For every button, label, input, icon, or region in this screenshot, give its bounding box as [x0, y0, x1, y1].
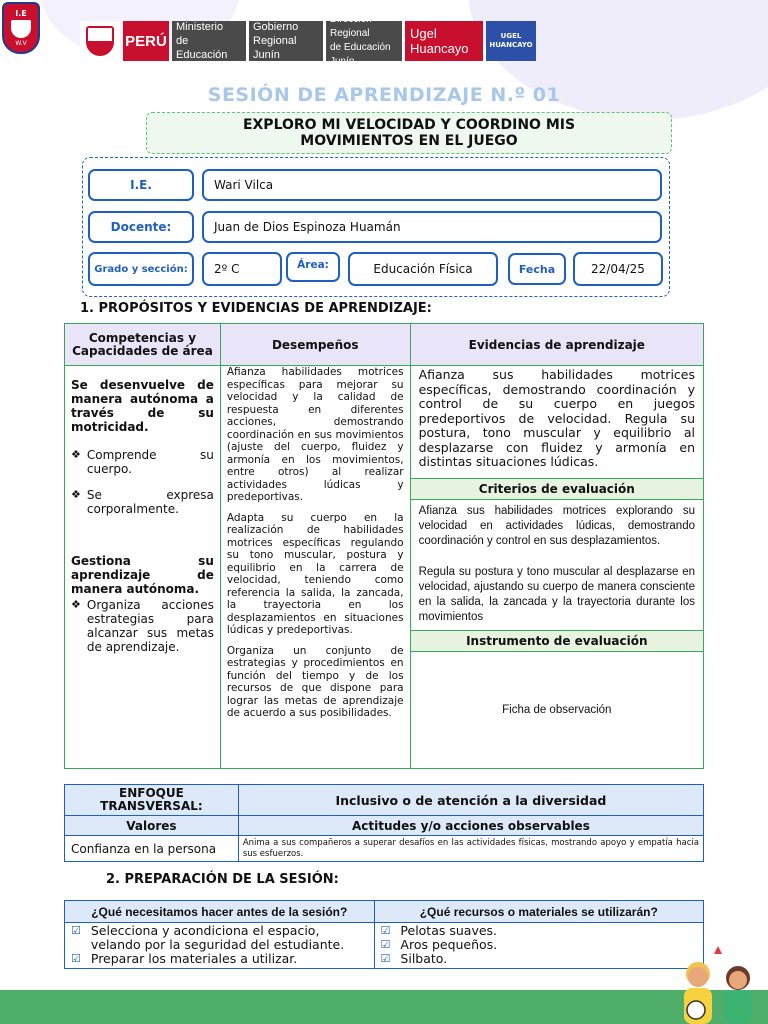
- actitudes-label: Actitudes y/o acciones observables: [238, 816, 703, 836]
- enfoque-table: [64, 784, 704, 862]
- col-competencias: Competencias y Capacidades de área: [65, 324, 221, 366]
- crest-icon: [86, 26, 114, 56]
- checkbox-icon: ☑: [71, 952, 81, 965]
- area-label: Área:: [286, 252, 340, 282]
- institutional-header: [80, 14, 536, 67]
- instrumento-heading: Instrumento de evaluación: [411, 630, 703, 652]
- diamond-bullet-icon: ❖: [71, 598, 81, 611]
- ministerio-line1: Ministerio: [176, 21, 224, 33]
- area-value: Educación Física: [348, 252, 498, 286]
- direccion-line1: Dirección Regional: [330, 14, 372, 39]
- child-body: [724, 990, 752, 1024]
- evidencias-cell: [410, 366, 703, 769]
- docente-value: Juan de Dios Espinoza Huamán: [202, 211, 662, 243]
- school-badge-logo: [2, 2, 40, 54]
- shield-icon: [11, 20, 31, 38]
- children-illustration: [666, 944, 766, 1024]
- enfoque-label: ENFOQUE TRANSVERSAL:: [65, 785, 239, 816]
- competencia-2: Gestiona su aprendizaje de manera autónoma.: [71, 554, 214, 596]
- valores-label: Valores: [65, 816, 239, 836]
- national-crest-logo: [80, 21, 120, 61]
- list-item: [71, 952, 368, 966]
- diamond-bullet-icon: ❖: [71, 448, 81, 461]
- capacidad-2: Se expresa corporalmente.: [86, 488, 214, 516]
- grado-label: Grado y sección:: [88, 252, 194, 286]
- ugel-line2: Huancayo: [410, 41, 469, 56]
- ugel-line1: Ugel: [410, 26, 437, 41]
- capacidad-item: [71, 448, 214, 476]
- session-topic: EXPLORO MI VELOCIDAD Y COORDINO MIS MOVIMIENTOS EN EL JUEGO: [146, 112, 672, 154]
- ugel-logo-line1: UGEL: [500, 32, 522, 40]
- recurso-item-1: Pelotas suaves.: [400, 923, 498, 938]
- ie-value: Wari Vilca: [202, 169, 662, 201]
- capacidad-3: Organiza acciones estrategias para alcanzar sus metas de aprendizaje.: [86, 598, 214, 654]
- capacidad-item: [71, 598, 214, 654]
- fecha-value: 22/04/25: [573, 252, 663, 286]
- diamond-bullet-icon: ❖: [71, 488, 81, 501]
- recurso-item-3: Silbato.: [400, 951, 448, 966]
- preparacion-table: [64, 900, 704, 969]
- desempeno-3: Organiza un conjunto de estrategias y procedimientos en función del tiempo y de los recursos de que dispone para lograr las metas de aprendizaje de acuerdo a sus posibilidades.: [226, 644, 404, 719]
- session-title: SESIÓN DE APRENDIZAJE N.º 01: [207, 84, 561, 106]
- gobierno-line1: Gobierno: [253, 21, 299, 33]
- footer-band: [0, 990, 768, 1024]
- col-recursos: ¿Qué recursos o materiales se utilizarán?: [374, 901, 703, 923]
- actitud-value: Anima a sus compañeros a superar desafíos en las actividades físicas, mostrando apoyo y empatía hacia sus esfuerzos.: [238, 836, 703, 862]
- child-face: [729, 971, 747, 989]
- capacidad-item: [71, 488, 214, 516]
- peru-logo: PERÚ: [123, 21, 169, 61]
- enfoque-value: Inclusivo o de atención a la diversidad: [238, 785, 703, 816]
- criterios-heading: Criterios de evaluación: [411, 478, 703, 500]
- ministerio-line2: de Educación: [176, 35, 228, 61]
- section2-heading: 2. PREPARACIÓN DE LA SESIÓN:: [106, 872, 339, 887]
- section1-heading: 1. PROPÓSITOS Y EVIDENCIAS DE APRENDIZAJE:: [80, 301, 432, 316]
- school-badge-sub: W.V: [15, 40, 27, 47]
- col-antes: ¿Qué necesitamos hacer antes de la sesión?: [65, 901, 375, 923]
- desempeno-2: Adapta su cuerpo en la realización de habilidades motrices específicas regulando su tono muscular, postura y equilibrio en la carrera de velocidad, teniendo como referencia la salida, la zancada, la trayectoria en los desplazamientos en situaciones lúdicas y predeportivas.: [226, 511, 404, 636]
- col-desempenos: Desempeños: [220, 324, 410, 366]
- school-badge-text: I.E: [15, 9, 27, 18]
- checkbox-icon: ☑: [380, 924, 391, 937]
- recurso-item-2: Aros pequeños.: [400, 937, 498, 952]
- valor-value: Confianza en la persona: [65, 836, 239, 862]
- direccion-logo: [326, 14, 402, 67]
- gobierno-logo: [249, 21, 323, 61]
- grado-value: 2º C: [202, 252, 282, 286]
- evidencia-text: Afianza sus habilidades motrices específicas, demostrando coordinación y control de su cuerpo en juegos predeportivos de velocidad. Regula su postura, tono muscular y equilibrio al desplazarse con fluidez y armonía en distintas situaciones lúdicas.: [418, 367, 695, 469]
- recursos-list: [374, 923, 703, 969]
- hand-icon: [714, 946, 722, 954]
- list-item: [71, 924, 368, 952]
- checkbox-icon: ☑: [71, 924, 81, 937]
- competencias-cell: [65, 366, 221, 769]
- list-item: [381, 952, 697, 966]
- list-item: [381, 924, 697, 938]
- col-evidencias: Evidencias de aprendizaje: [410, 324, 703, 366]
- checkbox-icon: ☑: [380, 952, 391, 965]
- criterios-text: [411, 500, 703, 630]
- ugel-huancayo-logo: [486, 21, 536, 61]
- child-face: [688, 967, 708, 987]
- capacidad-1: Comprende su cuerpo.: [86, 448, 214, 476]
- checkbox-icon: ☑: [380, 938, 391, 951]
- antes-list: [65, 923, 375, 969]
- desempeno-1: Afianza habilidades motrices específicas para mejorar su velocidad y la calidad de respuesta en diferentes acciones, demostrando coordinación en sus movimientos (ajuste del cuerpo, fluidez y armonía en los movimientos, entre otros) al realizar actividades lúdicas y predeportivas.: [226, 366, 404, 503]
- purposes-table: [64, 323, 704, 769]
- criterio-2: Regula su postura y tono muscular al desplazarse en velocidad, ajustando su cuerpo de manera consciente en la salida, la zancada y la trayectoria durante los movimientos: [418, 566, 695, 623]
- docente-label: Docente:: [88, 211, 194, 243]
- criterio-1: Afianza sus habilidades motrices explorando su velocidad en actividades lúdicas, demostrando coordinación y control en sus desplazamientos.: [418, 505, 695, 547]
- list-item: [381, 938, 697, 952]
- direccion-line2: de Educación Junín: [330, 42, 391, 67]
- ugel-logo-text: [405, 21, 483, 61]
- instrumento-value: Ficha de observación: [502, 704, 612, 716]
- ugel-logo-line2: HUANCAYO: [489, 41, 533, 49]
- ministerio-logo: [172, 21, 246, 61]
- competencia-1: Se desenvuelve de manera autónoma a través de su motricidad.: [71, 378, 214, 434]
- fecha-label: Fecha: [508, 253, 566, 285]
- gobierno-line2: Regional Junín: [253, 35, 297, 61]
- ie-label: I.E.: [88, 169, 194, 201]
- desempenos-cell: [220, 366, 410, 769]
- antes-item-1: Selecciona y acondiciona el espacio, velando por la seguridad del estudiante.: [90, 923, 345, 952]
- ball-icon: [687, 1001, 705, 1019]
- antes-item-2: Preparar los materiales a utilizar.: [90, 951, 298, 966]
